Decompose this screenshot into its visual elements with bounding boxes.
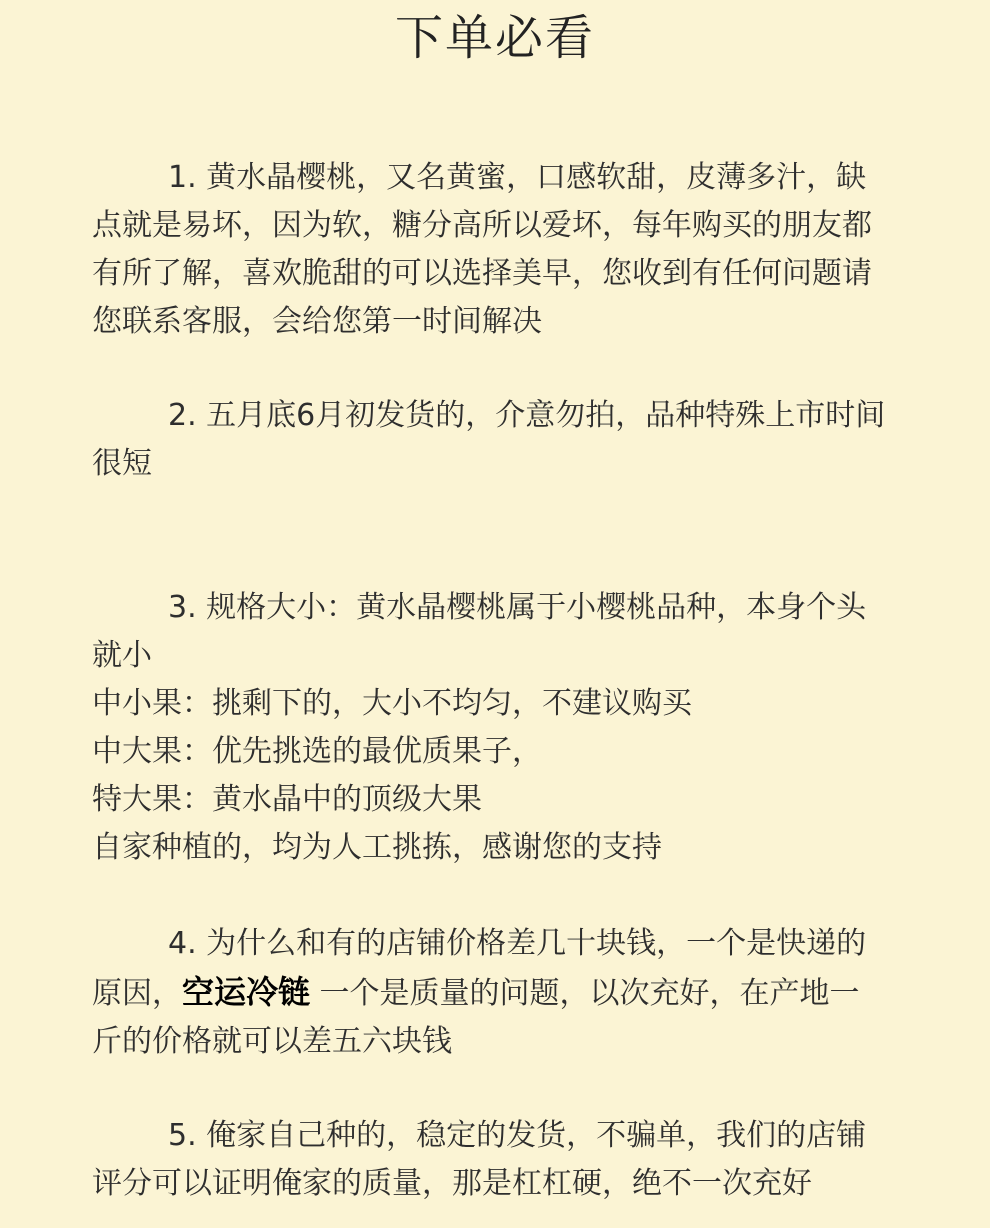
cold-chain-highlight: 空运冷链	[182, 973, 311, 1011]
spec-medium-large: 中大果：优先挑选的最优质果子，	[92, 734, 542, 769]
notice-item-5-line-2: 评分可以证明俺家的质量，那是杠杠硬，绝不一次充好	[92, 1166, 812, 1201]
spec-extra-large: 特大果：黄水晶中的顶级大果	[92, 782, 482, 817]
notice-item-1-line-2: 点就是易坏，因为软，糖分高所以爱坏，每年购买的朋友都	[92, 208, 872, 243]
notice-item-5-line-1: 5. 俺家自己种的，稳定的发货，不骗单，我们的店铺	[168, 1118, 867, 1153]
notice-item-3	[92, 584, 922, 872]
spec-medium-small: 中小果：挑剩下的，大小不均匀，不建议购买	[92, 686, 692, 721]
notice-item-1-line-1: 1. 黄水晶樱桃，又名黄蜜，口感软甜，皮薄多汁，缺	[168, 160, 867, 195]
notice-item-2-line-2: 很短	[92, 446, 152, 481]
notice-item-3-line-1: 3. 规格大小：黄水晶樱桃属于小樱桃品种，本身个头	[168, 590, 867, 625]
notice-item-2	[92, 392, 922, 488]
notice-item-4	[92, 920, 922, 1066]
notice-item-5	[92, 1112, 922, 1208]
notice-item-3-line-6: 自家种植的，均为人工挑拣，感谢您的支持	[92, 830, 662, 865]
notice-item-1	[92, 154, 922, 346]
notice-item-1-line-3: 有所了解，喜欢脆甜的可以选择美早，您收到有任何问题请	[92, 256, 872, 291]
notice-item-4-line-1: 4. 为什么和有的店铺价格差几十块钱，一个是快递的	[168, 926, 867, 961]
notice-item-4-line-2: 原因，空运冷链 一个是质量的问题，以次充好，在产地一	[92, 973, 860, 1011]
notice-item-4-line-3: 斤的价格就可以差五六块钱	[92, 1024, 452, 1059]
page-title: 下单必看	[394, 10, 595, 66]
notice-item-2-line-1: 2. 五月底6月初发货的，介意勿拍，品种特殊上市时间	[168, 398, 886, 433]
notice-item-1-line-4: 您联系客服，会给您第一时间解决	[92, 304, 542, 339]
notice-item-3-line-2: 就小	[92, 638, 152, 673]
